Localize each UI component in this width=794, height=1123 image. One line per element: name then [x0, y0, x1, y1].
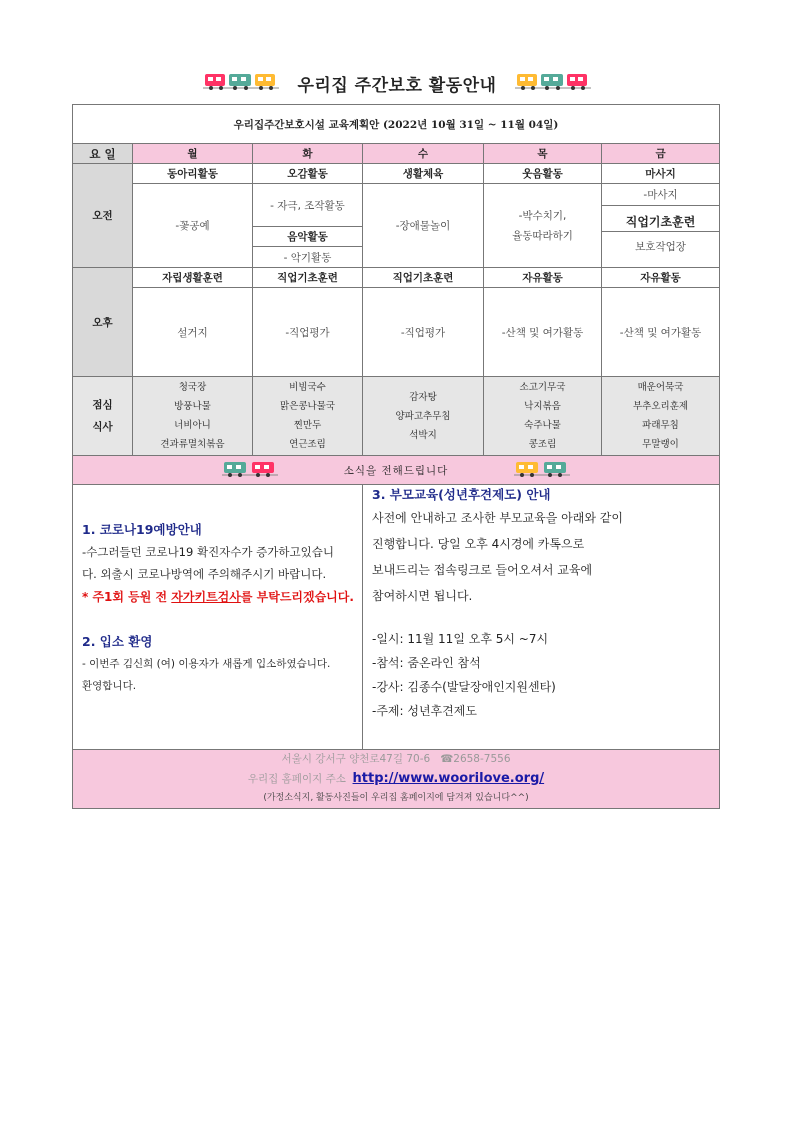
- news-item1-alert: [82, 585, 358, 609]
- morning-fri-title1: 마사지: [602, 164, 720, 184]
- footer-address-line: [73, 750, 719, 769]
- news-item1-title: 1. 코로나19예방안내: [82, 522, 202, 537]
- morning-tue-title2: 음악활동: [253, 227, 363, 247]
- news-item3-date: -일시: 11월 11일 오후 5시 ~7시: [372, 632, 549, 646]
- news-right-column: [363, 485, 720, 750]
- lunch-item: 낙지볶음: [524, 401, 561, 412]
- morning-mon-text: -꽃공예: [133, 184, 253, 268]
- day-fri: 금: [602, 144, 720, 164]
- news-item3-topic: -주제: 성년후견제도: [372, 704, 477, 718]
- lunch-label-2: 식사: [92, 421, 113, 433]
- afternoon-mon-text: 설거지: [133, 288, 253, 377]
- morning-fri-title2: 직업기초훈련: [602, 212, 719, 232]
- morning-fri-text1: -마사지: [602, 184, 720, 206]
- afternoon-wed-title: 직업기초훈련: [363, 268, 484, 288]
- lunch-item: 비빔국수: [289, 382, 326, 393]
- afternoon-fri-title: 자유활동: [602, 268, 720, 288]
- lunch-item: 콩조림: [528, 439, 557, 450]
- news-item1-line1: -수그러들던 코로나19 확진자수가 증가하고있습니: [82, 545, 334, 559]
- afternoon-thu-text: -산책 및 여가활동: [484, 288, 602, 377]
- lunch-label: [73, 377, 133, 456]
- news-item3-title: 3. 부모교육(성년후견제도) 안내: [372, 487, 551, 502]
- lunch-label-1: 점심: [92, 399, 113, 411]
- lunch-mon: [133, 377, 253, 456]
- lunch-item: 견과류멸치볶음: [160, 439, 225, 450]
- news-item2-title: 2. 입소 환영: [82, 634, 153, 649]
- footer-address: 서울시 강서구 양천로47길 70-6: [281, 753, 431, 765]
- footer: [73, 750, 720, 809]
- news-item3-line: 참여하시면 됩니다.: [372, 589, 473, 603]
- news-item1-line2: 다. 외출시 코로나방역에 주의해주시기 바랍니다.: [82, 567, 327, 581]
- plan-title: 우리집주간보호시설 교육계획안 (2022년 10월 31일 ~ 11월 04일): [73, 105, 720, 144]
- lunch-item: 감자탕: [409, 391, 437, 403]
- lunch-item: 너비아니: [174, 420, 211, 431]
- morning-label: 오전: [73, 164, 133, 268]
- lunch-wed: [363, 377, 484, 456]
- afternoon-tue-title: 직업기초훈련: [253, 268, 363, 288]
- afternoon-thu-title: 자유활동: [484, 268, 602, 288]
- train-icon: [512, 459, 572, 482]
- morning-mon-title: 동아리활동: [133, 164, 253, 184]
- lunch-item: 청국장: [178, 382, 207, 393]
- news-item3-line: 보내드리는 접속링크로 들어오셔서 교육에: [372, 563, 593, 577]
- day-mon: 월: [133, 144, 253, 164]
- morning-tue-text2: - 악기활동: [253, 247, 363, 268]
- afternoon-fri-text: -산책 및 여가활동: [602, 288, 720, 377]
- news-left-column: [73, 485, 363, 750]
- lunch-fri: [602, 377, 720, 456]
- footer-note: (가정소식지, 활동사진들이 우리집 홈페이지에 담겨져 있습니다^^): [263, 793, 529, 803]
- lunch-item: 방풍나물: [174, 401, 211, 412]
- lunch-item: 숙주나물: [524, 420, 561, 431]
- day-wed: 수: [363, 144, 484, 164]
- footer-homepage-line: [73, 769, 719, 789]
- lunch-item: 찐만두: [293, 420, 322, 431]
- news-item3-lecturer: -강사: 김종수(발달장애인지원센타): [372, 680, 556, 694]
- train-icon: [513, 70, 593, 97]
- news-item2-line2: 환영합니다.: [82, 680, 137, 692]
- alert-prefix: * 주1회 등원 전: [82, 590, 172, 604]
- lunch-item: 무말랭이: [642, 439, 679, 450]
- morning-fri-text2: 보호작업장: [635, 240, 686, 253]
- lunch-item: 파래무침: [642, 420, 679, 431]
- morning-thu-text1: -박수치기,: [518, 209, 567, 222]
- news-item2-line1: - 이번주 김신희 (여) 이용자가 새롭게 입소하였습니다.: [82, 658, 331, 670]
- morning-wed-title: 생활체육: [363, 164, 484, 184]
- lunch-thu: [484, 377, 602, 456]
- news-item3-attend: -참석: 줌온라인 참석: [372, 656, 481, 670]
- morning-thu-text2: 율동따라하기: [512, 229, 573, 242]
- footer-homepage-label: 우리집 홈페이지 주소: [247, 773, 346, 785]
- homepage-link[interactable]: http://www.woorilove.org/: [352, 771, 545, 786]
- morning-wed-text: -장애물놀이: [363, 184, 484, 268]
- weekly-plan-table: [72, 104, 720, 809]
- lunch-item: 연근조림: [289, 439, 326, 450]
- page-header: [0, 70, 794, 97]
- morning-tue-title1: 오감활동: [253, 164, 363, 184]
- page-title: 우리집 주간보호 활동안내: [297, 76, 497, 96]
- lunch-item: 석박지: [409, 429, 437, 441]
- afternoon-mon-title: 자립생활훈련: [133, 268, 253, 288]
- afternoon-label: 오후: [73, 268, 133, 377]
- lunch-item: 양파고추무침: [395, 410, 451, 422]
- morning-thu-title: 웃음활동: [484, 164, 602, 184]
- news-item3-line: 사전에 안내하고 조사한 부모교육을 아래와 같이: [372, 511, 623, 525]
- morning-fri-text2-cell: [602, 206, 720, 268]
- lunch-tue: [253, 377, 363, 456]
- afternoon-tue-text: -직업평가: [253, 288, 363, 377]
- news-header: [73, 456, 720, 485]
- news-title: 소식을 전해드립니다: [343, 464, 449, 477]
- day-tue: 화: [253, 144, 363, 164]
- afternoon-wed-text: -직업평가: [363, 288, 484, 377]
- day-thu: 목: [484, 144, 602, 164]
- morning-tue-text1: - 자극, 조작활동: [253, 184, 363, 227]
- train-icon: [220, 459, 280, 482]
- lunch-item: 소고기무국: [519, 382, 566, 393]
- lunch-item: 매운어묵국: [637, 382, 684, 393]
- alert-suffix: 를 부탁드리겠습니다.: [240, 590, 354, 604]
- day-label: 요 일: [73, 144, 133, 164]
- news-item3-line: 진행합니다. 당일 오후 4시경에 카톡으로: [372, 537, 585, 551]
- morning-thu-text: [484, 184, 602, 268]
- train-icon: [201, 70, 281, 97]
- lunch-item: 부추오리훈제: [632, 401, 689, 412]
- alert-highlight: 자가키트검사: [171, 590, 241, 604]
- lunch-item: 맑은콩나물국: [279, 401, 336, 412]
- footer-phone: ☎2658-7556: [440, 753, 511, 765]
